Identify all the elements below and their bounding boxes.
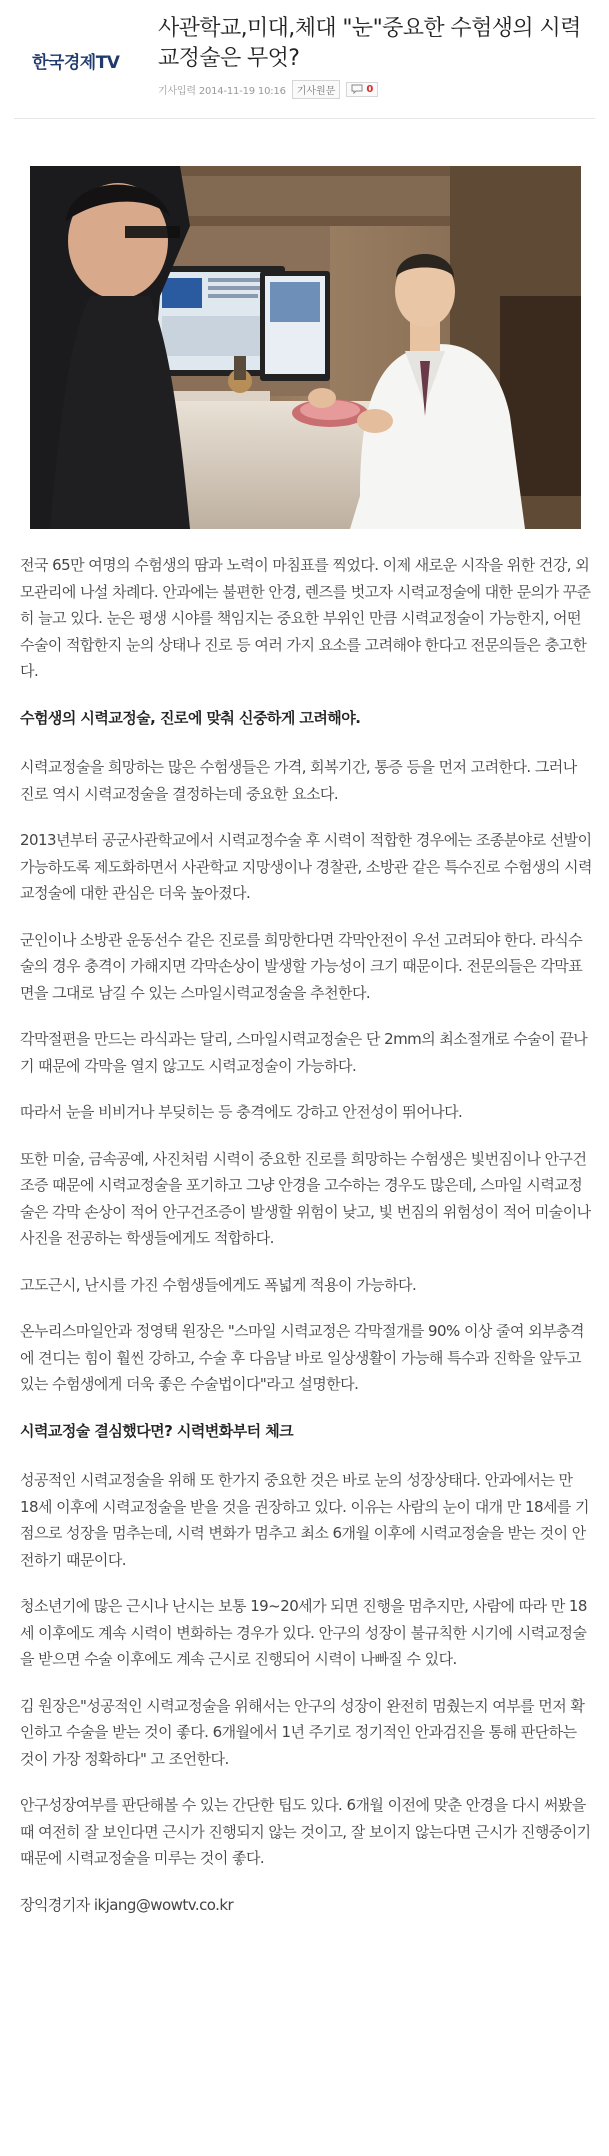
article-header — [0, 0, 609, 112]
comment-icon — [351, 84, 363, 94]
doctor-consultation-illustration — [30, 166, 581, 529]
article-body — [20, 552, 592, 1938]
paragraph: 각막절편을 만드는 라식과는 달리, 스마일시력교정술은 단 2mm의 최소절개로 수술이 끝나기 때문에 각막을 열지 않고도 시력교정술이 가능하다. — [20, 1030, 588, 1075]
paragraph: 2013년부터 공군사관학교에서 시력교정수술 후 시력이 적합한 경우에는 조종분야로 선발이 가능하도록 제도화하면서 사관학교 지망생이나 경찰관, 소방관 같은 특수진로 수험생의 시력교정술에 대한 관심은 더욱 높아졌다. — [20, 831, 592, 902]
original-article-button[interactable]: 기사원문 — [292, 80, 341, 99]
paragraph: 고도근시, 난시를 가진 수험생들에게도 폭넓게 적용이 가능하다. — [20, 1275, 417, 1294]
paragraph: 군인이나 소방관 운동선수 같은 진로를 희망한다면 각막안전이 우선 고려되야 한다. 라식수술의 경우 충격이 가해지면 각막손상이 발생할 가능성이 크기 때문이다. 전문의들은 각막표면을 그대로 남길 수 있는 스마일시력교정술을 추천한다. — [20, 930, 583, 1002]
paragraph: 온누리스마일안과 정영택 원장은 "스마일 시력교정은 각막절개를 90% 이상 줄여 외부충격에 견디는 힘이 훨씬 강하고, 수술 후 다음날 바로 일상생활이 가능해 특수과 진학을 앞두고 있는 수험생에게 더욱 좋은 수술법이다"라고 설명한다. — [20, 1322, 584, 1393]
paragraph: 또한 미술, 금속공예, 사진처럼 시력이 중요한 진로를 희망하는 수험생은 빛번짐이나 안구건조증 때문에 시력교정술을 포기하고 그냥 안경을 고수하는 경우도 많은데, 스마일 시력교정술은 각막 손상이 적어 안구건조증이 발생할 위험이 낮고, 빛 번짐의 위험성이 적어 미술이나 사진을 전공하는 학생들에게도 적합하다. — [20, 1149, 591, 1247]
paragraph: 성공적인 시력교정술을 위해 또 한가지 중요한 것은 바로 눈의 성장상태다. 안과에서는 만 18세 이후에 시력교정술을 받을 것을 권장하고 있다. 이유는 사람의 눈이 대개 만 18세를 기점으로 성장을 멈추는데, 시력 변화가 멈추고 최소 6개월 이후에 시력교정술을 받는 것이 안전하기 때문이다. — [20, 1471, 589, 1569]
paragraph: 시력교정술을 희망하는 많은 수험생들은 가격, 회복기간, 통증 등을 먼저 고려한다. 그러나 진로 역시 시력교정술을 결정하는데 중요한 요소다. — [20, 758, 577, 803]
article-photo — [30, 166, 581, 529]
subheading: 시력교정술 결심했다면? 시력변화부터 체크 — [20, 1421, 294, 1440]
subheading: 수험생의 시력교정술, 진로에 맞춰 신중하게 고려해야. — [20, 708, 361, 727]
paragraph: 따라서 눈을 비비거나 부딪히는 등 충격에도 강하고 안전성이 뛰어나다. — [20, 1103, 463, 1121]
paragraph: 안구성장여부를 판단해볼 수 있는 간단한 팁도 있다. 6개월 이전에 맞춘 안경을 다시 써봤을 때 여전히 잘 보인다면 근시가 진행되지 않는 것이고, 잘 보이지 않는다면 근시가 진행중이기 때문에 시력교정술을 미루는 것이 좋다. — [20, 1796, 591, 1867]
paragraph: 김 원장은"성공적인 시력교정술을 위해서는 안구의 성장이 완전히 멈췄는지 여부를 먼저 확인하고 수술을 받는 것이 좋다. 6개월에서 1년 주기로 정기적인 안과검진을 통해 판단하는 것이 가장 정확하다" 고 조언한다. — [20, 1696, 585, 1768]
byline: 장익경기자 ikjang@wowtv.co.kr — [20, 1895, 234, 1914]
article-meta — [158, 80, 378, 98]
article-headline: 사관학교,미대,체대 "눈"중요한 수험생의 시력교정술은 무엇? — [158, 16, 581, 71]
paragraph: 전국 65만 여명의 수험생의 땀과 노력이 마침표를 찍었다. 이제 새로운 시작을 위한 건강, 외모관리에 나설 차례다. 안과에는 불편한 안경, 렌즈를 벗고자 시력교정술에 대한 문의가 꾸준히 늘고 있다. 눈은 평생 시야를 책임지는 중요한 부위인 만큼 시력교정술이 가능한지, 어떤 수술이 적합한지 눈의 상태나 진로 등 여러 가지 요소를 고려해야 한다고 전문의들은 충고한다. — [20, 556, 591, 680]
site-logo[interactable] — [32, 48, 119, 73]
paragraph: 청소년기에 많은 근시나 난시는 보통 19~20세가 되면 진행을 멈추지만, 사람에 따라 만 18세 이후에도 계속 시력이 변화하는 경우가 있다. 안구의 성장이 불규칙한 시기에 시력교정술을 받으면 수술 이후에도 계속 근시로 진행되어 시력이 나빠질 수 있다. — [20, 1597, 587, 1668]
logo-tv: TV — [95, 53, 120, 73]
header-divider — [14, 118, 595, 119]
logo-text: 한국경제 — [32, 53, 96, 73]
comment-button[interactable] — [346, 82, 378, 97]
comment-count: 0 — [366, 83, 374, 95]
published-date: 기사입력 2014-11-19 10:16 — [158, 85, 286, 97]
